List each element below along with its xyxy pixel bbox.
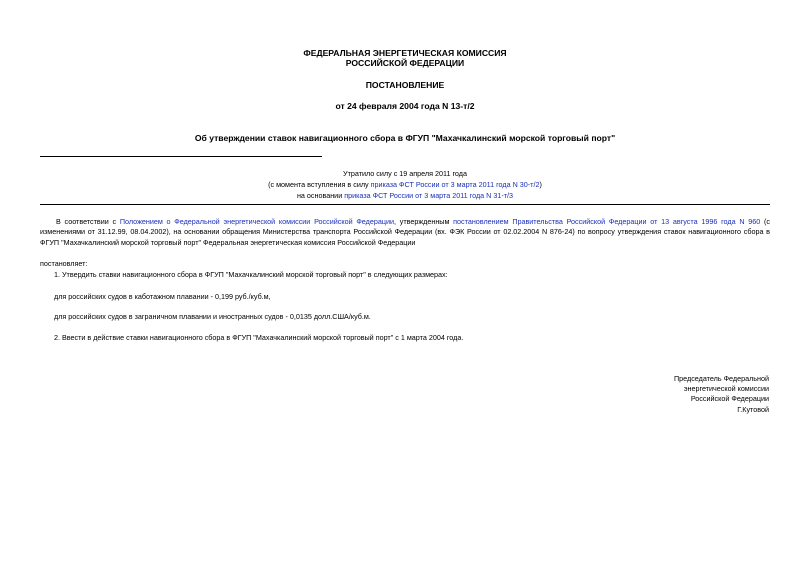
rate-foreign: для российских судов в заграничном плавании и иностранных судов - 0,0135 долл.США/куб.м.: [54, 312, 371, 321]
order-30-link[interactable]: приказа ФСТ России от 3 марта 2011 года N 30-т/2: [370, 180, 540, 189]
status-line-2-suffix: ): [539, 180, 542, 189]
status-line-3-prefix: на основании: [296, 191, 345, 200]
preamble-part2: , утвержденным: [393, 217, 454, 226]
signature-line-3: Российской Федерации: [690, 394, 769, 404]
fek-regulation-link[interactable]: Положением о Федеральной энергетической комиссии Российской Федерации: [119, 217, 394, 226]
decree-word: постановляет:: [40, 259, 88, 268]
preamble-paragraph: [40, 217, 770, 248]
document-date-number: от 24 февраля 2004 года N 13-т/2: [335, 101, 475, 111]
divider-short: [40, 156, 322, 157]
signatory-name: Г.Кутовой: [737, 404, 769, 414]
status-line-2-prefix: (с момента вступления в силу: [268, 180, 371, 189]
preamble-part3: (с изменениями от 31.12.99, 08.04.2002), на основании обращения Министерства транспорта Российской Федерации (вх. ФЭК России от 02.02.2004 N 876-24) по вопросу утверждения ставок навигационного сбора в ФГУП "Махачкалинский морской торговый порт" Федеральная энергетическая комиссия Российской Федерации: [40, 217, 770, 247]
commission-name-line1: ФЕДЕРАЛЬНАЯ ЭНЕРГЕТИЧЕСКАЯ КОМИССИЯ: [303, 48, 507, 58]
document-title: Об утверждении ставок навигационного сбора в ФГУП "Махачкалинский морской торговый порт": [194, 133, 616, 143]
status-line-3: [40, 191, 770, 201]
document-type: ПОСТАНОВЛЕНИЕ: [365, 80, 445, 90]
status-line-1: Утратило силу с 19 апреля 2011 года: [343, 169, 467, 178]
signature-line-2: энергетической комиссии: [683, 384, 769, 394]
order-31-link[interactable]: приказа ФСТ России от 3 марта 2011 года N 31-т/3: [344, 191, 514, 200]
preamble-part1: В соответствии с: [56, 217, 120, 226]
government-decree-link[interactable]: постановлением Правительства Российской Федерации от 13 августа 1996 года N 960: [453, 217, 761, 226]
item-2: 2. Ввести в действие ставки навигационного сбора в ФГУП "Махачкалинский морской торговый порт" с 1 марта 2004 года.: [54, 333, 464, 342]
signature-block: [569, 374, 769, 415]
status-line-2: [40, 180, 770, 190]
divider-full: [40, 204, 770, 205]
item-1: 1. Утвердить ставки навигационного сбора в ФГУП "Махачкалинский морской торговый порт" в следующих размерах:: [54, 270, 448, 279]
commission-name-line2: РОССИЙСКОЙ ФЕДЕРАЦИИ: [345, 58, 465, 68]
signature-line-1: Председатель Федеральной: [674, 374, 769, 383]
rate-domestic: для российских судов в каботажном плавании - 0,199 руб./куб.м,: [54, 292, 271, 301]
